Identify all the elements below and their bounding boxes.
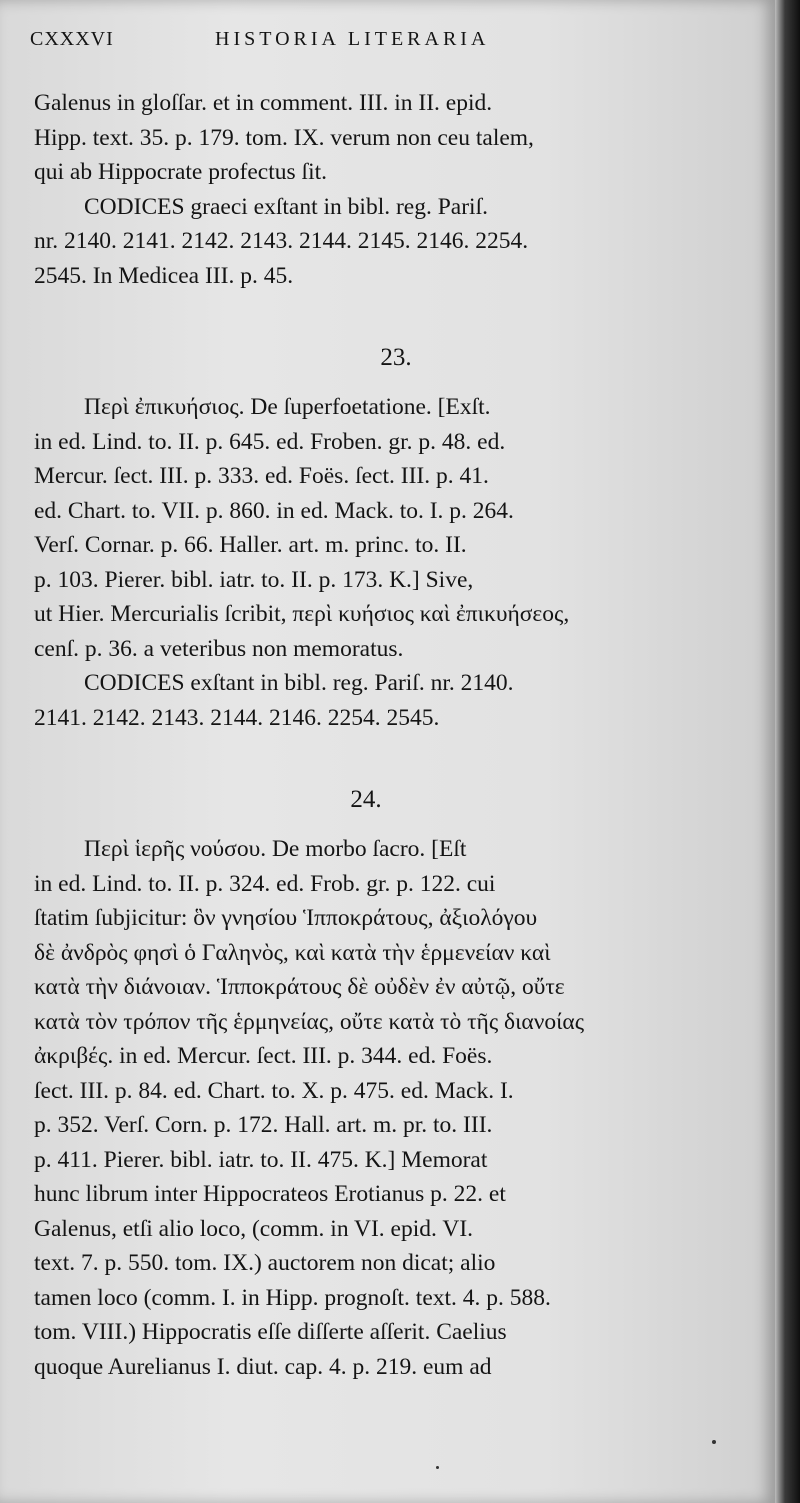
text-line: ut Hier. Mercurialis ſcribit, περὶ κυήσιος καὶ ἐπικυήσεος, xyxy=(34,601,570,627)
ink-speck xyxy=(436,1466,439,1469)
page-edge-shadow xyxy=(775,0,800,1503)
running-head xyxy=(30,28,770,60)
text-block-section-23 xyxy=(34,390,764,735)
section-number-24: 24. xyxy=(350,786,382,813)
text-line: nr. 2140. 2141. 2142. 2143. 2144. 2145. 2146. 2254. xyxy=(34,228,529,254)
text-line: in ed. Lind. to. II. p. 645. ed. Froben. gr. p. 48. ed. xyxy=(34,428,506,455)
text-line: ſtatim ſubjicitur: ὃν γνησίου Ἱπποκράτους, ἀξιολόγου xyxy=(34,905,538,931)
text-line: ἀκριβές. in ed. Mercur. ſect. III. p. 344. ed. Foës. xyxy=(34,1043,493,1069)
text-line: tamen loco (comm. I. in Hipp. prognoſt. text. 4. p. 588. xyxy=(34,1284,551,1311)
text-block-intro xyxy=(34,86,764,293)
text-line: Περὶ ἐπικυήσιος. De ſuperfoetatione. [Exſt. xyxy=(84,394,491,420)
text-line: tom. VIII.) Hippocratis eſſe diſſerte aſſerit. Caelius xyxy=(34,1319,507,1345)
text-line: CODICES exſtant in bibl. reg. Pariſ. nr. 2140. xyxy=(84,670,514,696)
text-line: Verſ. Cornar. p. 66. Haller. art. m. princ. to. II. xyxy=(34,532,467,558)
text-line: p. 352. Verſ. Corn. p. 172. Hall. art. m. pr. to. III. xyxy=(34,1112,493,1138)
ink-speck xyxy=(712,1440,716,1444)
text-line: Hipp. text. 35. p. 179. tom. IX. verum non ceu talem, xyxy=(34,124,534,151)
text-line: ſect. III. p. 84. ed. Chart. to. X. p. 475. ed. Mack. I. xyxy=(34,1077,514,1104)
text-line: CODICES graeci exſtant in bibl. reg. Pariſ. xyxy=(84,193,488,220)
text-line: ed. Chart. to. VII. p. 860. in ed. Mack. to. I. p. 264. xyxy=(34,497,514,524)
text-line: p. 411. Pierer. bibl. iatr. to. II. 475. K.] Memorat xyxy=(34,1146,488,1173)
text-line: κατὰ τὴν διάνοιαν. Ἱπποκράτους δὲ οὐδὲν ἐν αὐτῷ, οὔτε xyxy=(34,974,565,1000)
text-line: hunc librum inter Hippocrateos Erotianus p. 22. et xyxy=(34,1181,506,1207)
text-line: Galenus in gloſſar. et in comment. III. in II. epid. xyxy=(34,90,493,116)
text-line: text. 7. p. 550. tom. IX.) auctorem non dicat; alio xyxy=(34,1250,496,1276)
text-block-section-24 xyxy=(34,832,764,1384)
text-line: Galenus, etſi alio loco, (comm. in VI. epid. VI. xyxy=(34,1215,474,1242)
page-folio: CXXXVI xyxy=(30,28,114,50)
section-number-23: 23. xyxy=(380,344,412,371)
text-line: qui ab Hippocrate profectus ſit. xyxy=(34,159,328,185)
text-line: p. 103. Pierer. bibl. iatr. to. II. p. 173. K.] Sive, xyxy=(34,566,474,593)
text-line: 2141. 2142. 2143. 2144. 2146. 2254. 2545. xyxy=(34,704,440,731)
running-title: HISTORIA LITERARIA xyxy=(215,28,490,50)
text-line: Περὶ ἱερῆς νούσου. De morbo ſacro. [Eſt xyxy=(84,836,467,862)
text-line: Mercur. ſect. III. p. 333. ed. Foës. ſect. III. p. 41. xyxy=(34,463,489,489)
text-line: 2545. In Medicea III. p. 45. xyxy=(34,262,294,289)
text-line: in ed. Lind. to. II. p. 324. ed. Frob. gr. p. 122. cui xyxy=(34,870,496,897)
text-line: κατὰ τὸν τρόπον τῆς ἑρμηνείας, οὔτε κατὰ τὸ τῆς διανοίας xyxy=(34,1008,585,1035)
text-line: cenſ. p. 36. a veteribus non memoratus. xyxy=(34,635,404,662)
text-line: δὲ ἀνδρὸς φησὶ ὁ Γαληνὸς, καὶ κατὰ τὴν ἑρμενείαν καὶ xyxy=(34,939,551,966)
text-line: quoque Aurelianus I. diut. cap. 4. p. 219. eum ad xyxy=(34,1353,492,1380)
